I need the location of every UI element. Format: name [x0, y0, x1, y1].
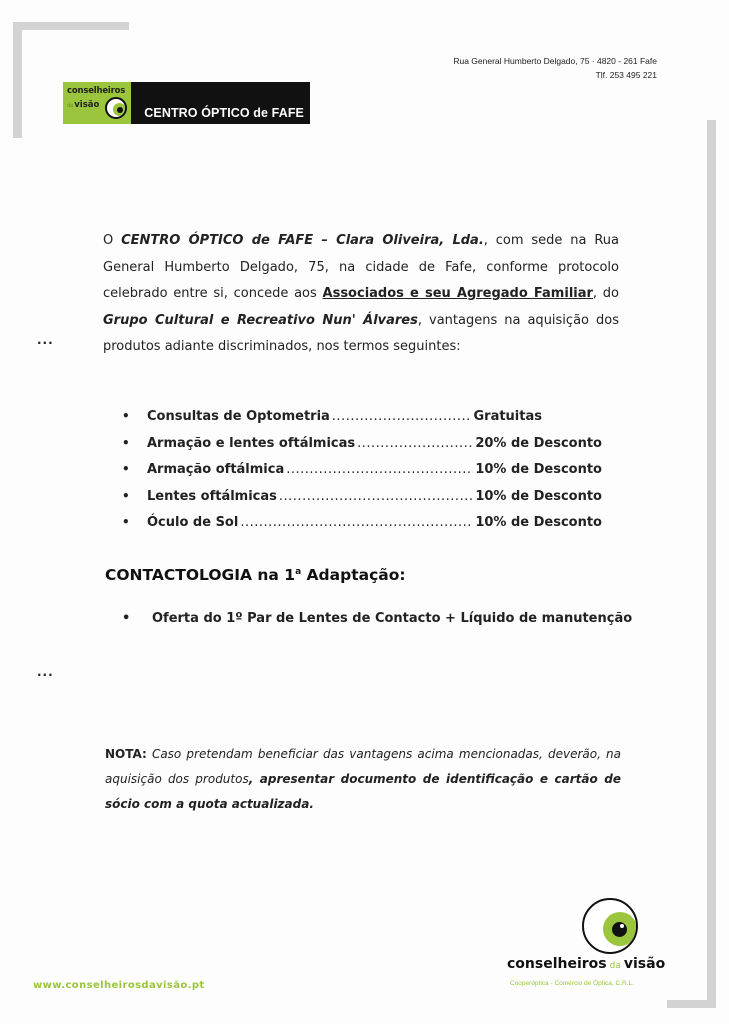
bullet-icon: •: [122, 435, 130, 450]
contactology-heading: CONTACTOLOGIA na 1$^a$ Adaptação:: [105, 566, 406, 584]
footer-website: www.conselheirosdavisão.pt: [33, 980, 205, 991]
list-item: [122, 489, 602, 516]
logo-brand-line2: davisão: [67, 100, 100, 110]
logo-title-block: [131, 82, 310, 124]
dot-leader: [286, 462, 473, 477]
eye-logo-icon: [582, 898, 638, 954]
organization-name: Grupo Cultural e Recreativo Nun' Álvares: [103, 312, 418, 328]
benefit-value: Gratuitas: [473, 409, 542, 424]
contactology-item: [122, 611, 632, 626]
list-item: [122, 462, 602, 489]
benefit-value: 20% de Desconto: [475, 435, 602, 451]
benefit-value: 10% de Desconto: [475, 462, 602, 477]
note-paragraph: NOTA: Caso pretendam beneficiar das vantagens acima mencionadas, deverão, na aquisição dos produtos, apresentar documento de identificação e cartão de sócio com a quota actualizada.: [105, 747, 621, 811]
margin-mark: ...: [37, 333, 54, 347]
logo-brand-block: [63, 82, 131, 124]
bullet-icon: •: [122, 409, 130, 423]
letterhead-address: [453, 54, 657, 82]
footer-company: Cooperóptica - Comércio de Óptica, C.R.L.: [510, 980, 634, 987]
bullet-icon: •: [122, 611, 131, 626]
address-line: Rua General Humberto Delgado, 75 · 4820 - 261 Fafe: [453, 56, 657, 66]
benefits-list: [122, 409, 602, 542]
benefit-label: Armação e lentes oftálmicas: [147, 435, 356, 451]
list-item: [122, 409, 602, 436]
frame-top-left-vertical: [13, 22, 22, 138]
eye-logo-icon: [105, 97, 127, 119]
list-item: [122, 515, 602, 542]
margin-mark: ...: [37, 665, 54, 679]
benefit-value: 10% de Desconto: [475, 515, 602, 530]
contactology-item-text: Oferta do 1º Par de Lentes de Contacto + Líquido de manutenção: [152, 611, 633, 626]
bullet-icon: •: [122, 462, 130, 476]
list-item: [122, 436, 602, 463]
intro-paragraph: O CENTRO ÓPTICO de FAFE – Clara Oliveira, Lda., com sede na Rua General Humberto Delgado, 75, na cidade de Fafe, conforme protocolo celebrado entre si, concede aos Associados e seu Agregado Familiar, do Grupo Cultural e Recreativo Nun' Álvares, vantagens na aquisição dos produtos adiante discriminados, nos termos seguintes:: [103, 233, 619, 354]
logo-title: CENTRO ÓPTICO de FAFE: [144, 106, 304, 120]
logo-brand-line1: conselheiros: [67, 86, 126, 96]
company-name: CENTRO ÓPTICO de FAFE – Clara Oliveira, Lda.: [121, 233, 484, 248]
dot-leader: [332, 409, 472, 424]
dot-leader: [240, 515, 473, 530]
bullet-icon: •: [122, 515, 130, 529]
frame-right-vertical: [707, 120, 716, 1008]
benefit-label: Armação oftálmica: [147, 462, 285, 477]
frame-bottom-right-horizontal: [667, 1000, 716, 1008]
bullet-icon: •: [122, 488, 130, 503]
benefit-value: 10% de Desconto: [475, 488, 602, 504]
beneficiaries: Associados e seu Agregado Familiar: [322, 286, 593, 301]
benefit-label: Óculo de Sol: [147, 515, 239, 530]
phone-line: Tlf. 253 495 221: [595, 70, 657, 80]
note-label: NOTA:: [105, 747, 147, 761]
letterhead-logo: [63, 82, 310, 124]
frame-top-left-horizontal: [13, 22, 129, 30]
footer-brand: conselheiros da visão: [507, 956, 666, 972]
dot-leader: [279, 489, 473, 504]
benefit-label: Lentes oftálmicas: [147, 488, 277, 504]
benefit-label: Consultas de Optometria: [147, 409, 330, 424]
dot-leader: [357, 436, 473, 451]
